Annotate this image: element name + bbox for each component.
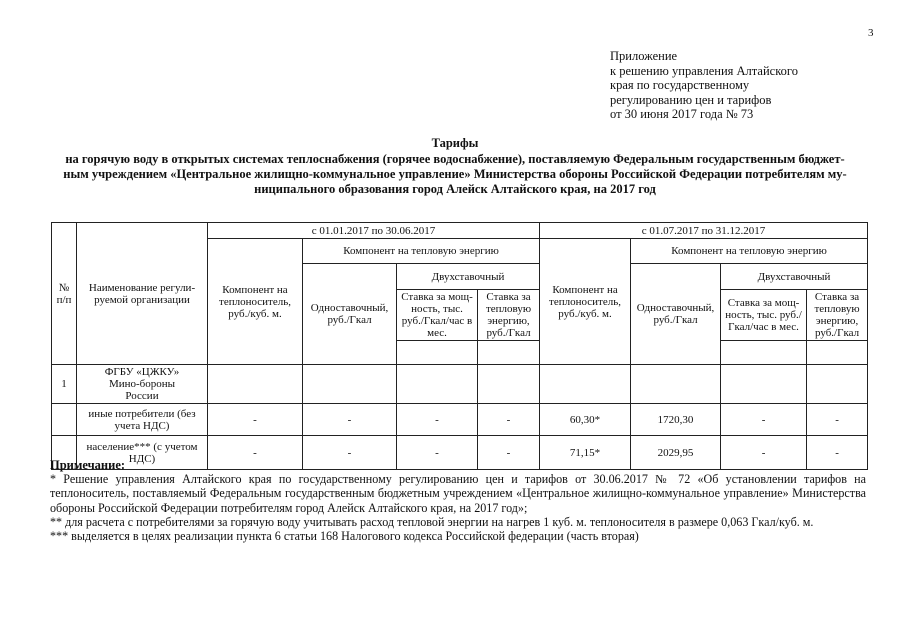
appendix-block: [610, 49, 798, 122]
header-single-rate: Одноставочный, руб./Гкал: [631, 264, 721, 365]
header-period-2: с 01.07.2017 по 31.12.2017: [540, 223, 868, 239]
appendix-line: от 30 июня 2017 года № 73: [610, 107, 754, 122]
header-two-rate: Двухставочный: [397, 264, 540, 290]
cell-value: -: [208, 436, 303, 470]
title-line: ным учреждением «Центральное жилищно-коммунальное управление» Министерства обороны Российской Федерации потребителям му-: [63, 167, 847, 181]
row-label: население*** (с учетом НДС): [77, 436, 208, 470]
header-filler: [807, 341, 868, 365]
notes-heading: Примечание:: [50, 458, 126, 472]
cell-value: 60,30*: [540, 404, 631, 436]
header-energy-rate: Ставка за тепловую энергию, руб./Гкал: [807, 290, 868, 341]
title-line: ниципального образования город Алейск Алтайского края, на 2017 год: [254, 182, 656, 196]
cell-value: -: [397, 404, 478, 436]
notes-section: [50, 458, 866, 543]
note-item: * Решение управления Алтайского края по государственному регулированию цен и тарифов от 30.06.2017 № 72 «Об установлении тарифов на теплоноситель, поставляемый Федеральным государственным бюджетным учреждением «Центральное жилищно-коммунальное управление» Министерства обороны Российской Федерации потребителям город Алейск Алтайского края, на 2017 год»;: [50, 472, 866, 515]
table-row: [52, 365, 868, 404]
cell-value: -: [478, 404, 540, 436]
tariff-table: [51, 222, 868, 470]
header-org: Наименование регули-руемой организации: [77, 223, 208, 365]
header-heat-component: Компонент на тепловую энергию: [303, 239, 540, 264]
header-capacity-rate: Ставка за мощ-ность, тыс. руб./Гкал/час в мес.: [721, 290, 807, 341]
header-capacity-rate: Ставка за мощ-ность, тыс. руб./Гкал/час в мес.: [397, 290, 478, 341]
title-line: на горячую воду в открытых системах теплоснабжения (горячее водоснабжение), поставляемую Федеральным государственным бюджет-: [65, 152, 845, 166]
cell-value: -: [303, 404, 397, 436]
appendix-line: Приложение: [610, 49, 678, 63]
header-carrier: Компонент на теплоноситель, руб./куб. м.: [208, 239, 303, 365]
cell-value: -: [807, 436, 868, 470]
page-number: 3: [868, 27, 874, 39]
cell-value: 71,15*: [540, 436, 631, 470]
appendix-line: к решению управления Алтайского: [610, 63, 798, 78]
note-item: ** для расчета с потребителями за горячую воду учитывать расход тепловой энергии на нагрев 1 куб. м. теплоносителя в размере 0,063 Гкал/куб. м.: [50, 514, 814, 529]
header-filler: [478, 341, 540, 365]
org-number: 1: [52, 365, 77, 404]
header-period-1: с 01.01.2017 по 30.06.2017: [208, 223, 540, 239]
header-filler: [721, 341, 807, 365]
cell-value: -: [478, 436, 540, 470]
note-item: *** выделяется в целях реализации пункта 6 статьи 168 Налогового кодекса Российской федерации (часть вторая): [50, 529, 639, 544]
cell-value: -: [721, 436, 807, 470]
cell-value: -: [303, 436, 397, 470]
header-carrier: Компонент на теплоноситель, руб./куб. м.: [540, 239, 631, 365]
title-heading: Тарифы: [431, 136, 479, 150]
header-energy-rate: Ставка за тепловую энергию, руб./Гкал: [478, 290, 540, 341]
header-num: № п/п: [52, 223, 77, 365]
cell-value: -: [208, 404, 303, 436]
header-single-rate: Одноставочный, руб./Гкал: [303, 264, 397, 365]
cell-value: -: [807, 404, 868, 436]
cell-value: 2029,95: [631, 436, 721, 470]
header-filler: [397, 341, 478, 365]
cell-value: -: [721, 404, 807, 436]
header-heat-component: Компонент на тепловую энергию: [631, 239, 868, 264]
cell-value: -: [397, 436, 478, 470]
appendix-line: регулированию цен и тарифов: [610, 92, 772, 107]
table-row: [52, 404, 868, 436]
header-two-rate: Двухставочный: [721, 264, 868, 290]
org-name: ФГБУ «ЦЖКУ» Мино-бороны России: [77, 365, 208, 404]
cell-value: 1720,30: [631, 404, 721, 436]
row-label: иные потребители (без учета НДС): [77, 404, 208, 436]
appendix-line: края по государственному: [610, 78, 750, 93]
document-title: [40, 136, 870, 197]
